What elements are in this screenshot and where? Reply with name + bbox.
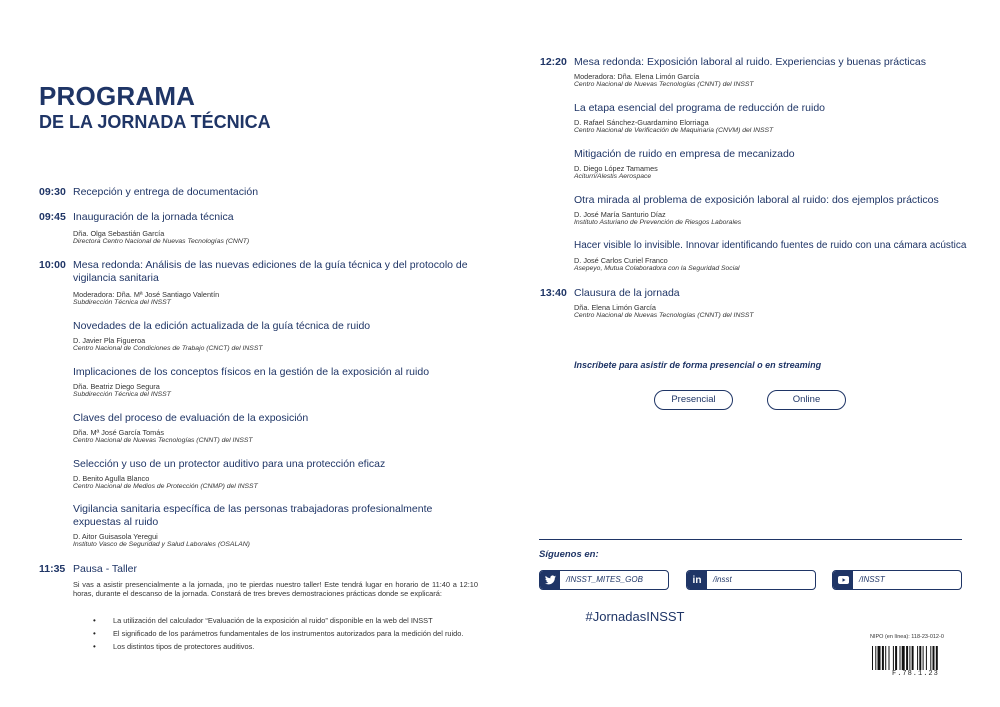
barcode-bar [902, 646, 905, 670]
speaker-org: Centro Nacional de Condiciones de Trabajo (CNCT) del INSST [73, 345, 263, 352]
barcode-bar [895, 646, 897, 670]
title-main: PROGRAMA [39, 81, 196, 111]
barcode-bar [912, 646, 914, 670]
registration-prompt: Inscríbete para asistir de forma presencial o en streaming [574, 360, 822, 370]
twitter-icon [540, 571, 560, 589]
speaker-name: Dña. Mª José García Tomás [73, 428, 164, 437]
item-heading: Pausa - Taller [73, 563, 138, 575]
barcode-bar [872, 646, 873, 670]
workshop-bullet: • El significado de los parámetros fundamentales de los instrumentos autorizados para la medición del ruido. [93, 629, 478, 638]
item-heading: Implicaciones de los conceptos físicos en la gestión de la exposición al ruido [73, 366, 430, 378]
register-in-person-button[interactable]: Presencial [654, 390, 733, 410]
item-time: 12:20 [540, 56, 567, 68]
speaker-org: Aciturri/Alestis Aerospace [574, 173, 652, 180]
barcode-bar [923, 646, 924, 670]
barcode-bar [885, 646, 886, 670]
schedule-left [39, 0, 479, 707]
schedule-right [540, 0, 970, 707]
hashtag-text: #JornadasINSST [585, 609, 685, 624]
speaker-org: Centro Nacional de Medios de Protección (CNMP) del INSST [73, 483, 258, 490]
item-heading: Inauguración de la jornada técnica [73, 211, 234, 223]
speaker-name: D. Javier Pla Figueroa [73, 336, 146, 345]
youtube-icon [833, 571, 853, 589]
barcode-bar [909, 646, 910, 670]
barcode-bar [917, 646, 918, 670]
speaker-name: Dña. Beatriz Diego Segura [73, 382, 160, 391]
barcode-bar [933, 646, 935, 670]
speaker-name: D. Benito Agulla Blanco [73, 474, 150, 483]
speaker-org: Directora Centro Nacional de Nuevas Tecnologías (CNNT) [73, 238, 250, 245]
speaker-name: Moderadora: Dña. Mª José Santiago Valentín [73, 290, 220, 299]
youtube-link[interactable] [832, 570, 962, 590]
speaker-org: Centro Nacional de Nuevas Tecnologías (CNNT) del INSST [574, 81, 754, 88]
register-online-button[interactable]: Online [767, 390, 846, 410]
speaker-name: Dña. Olga Sebastián García [73, 229, 165, 238]
speaker-name: Dña. Elena Limón García [574, 303, 656, 312]
speaker-org: Centro Nacional de Verificación de Maquinaria (CNVM) del INSST [574, 127, 774, 134]
twitter-handle: /INSST_MITES_GOB [566, 575, 643, 584]
speaker-name: Moderadora: Dña. Elena Limón García [574, 72, 700, 81]
speaker-org: Subdirección Técnica del INSST [73, 299, 171, 306]
speaker-name: D. José Carlos Curiel Franco [574, 256, 668, 265]
item-heading: Novedades de la edición actualizada de la guía técnica de ruido [73, 320, 371, 332]
follow-us-label: Síguenos en: [539, 549, 599, 560]
barcode-bar [919, 646, 921, 670]
twitter-link[interactable] [539, 570, 669, 590]
item-heading: Selección y uso de un protector auditivo para una protección eficaz [73, 458, 386, 470]
item-heading: Vigilancia sanitaria específica de las personas trabajadoras profesionalmente expuestas al ruido [73, 503, 433, 528]
barcode [872, 646, 958, 670]
speaker-org: Centro Nacional de Nuevas Tecnologías (CNNT) del INSST [574, 312, 754, 319]
speaker-name: D. Aitor Guisasola Yeregui [73, 532, 158, 541]
nipo-code: NIPO (en línea): 118-23-012-0 [870, 634, 944, 640]
linkedin-link[interactable] [686, 570, 816, 590]
barcode-bar [926, 646, 927, 670]
barcode-bar [900, 646, 901, 670]
speaker-name: D. Rafael Sánchez-Guardamino Elorriaga [574, 118, 709, 127]
item-time: 10:00 [39, 259, 66, 271]
barcode-bar [930, 646, 931, 670]
speaker-org: Centro Nacional de Nuevas Tecnologías (CNNT) del INSST [73, 437, 253, 444]
item-heading: Mesa redonda: Análisis de las nuevas ediciones de la guía técnica y del protocolo de vigilancia sanitaria [73, 259, 468, 284]
item-time: 09:30 [39, 186, 66, 198]
speaker-org: Subdirección Técnica del INSST [73, 391, 171, 398]
youtube-handle: /INSST [859, 575, 885, 584]
speaker-name: D. Diego López Tamames [574, 164, 658, 173]
linkedin-handle: /insst [713, 575, 732, 584]
item-time: 13:40 [540, 287, 567, 299]
barcode-bar [936, 646, 938, 670]
section-divider [539, 539, 962, 540]
item-heading: Mesa redonda: Exposición laboral al ruido. Experiencias y buenas prácticas [574, 56, 926, 68]
barcode-bar [889, 646, 890, 670]
workshop-description: Si vas a asistir presencialmente a la jornada, ¡no te pierdas nuestro taller! Este tendrá lugar en horario de 11:40 a 12:10 horas, durante el descanso de la jornada. Constará de tres breves demostraciones prácticas donde se explicará: [73, 580, 478, 599]
speaker-org: Asepeyo, Mutua Colaboradora con la Seguridad Social [574, 265, 740, 272]
workshop-bullet: • La utilización del calculador “Evaluación de la exposición al ruido” disponible en la web del INSST [93, 616, 478, 625]
title-sub: DE LA JORNADA TÉCNICA [39, 112, 271, 132]
item-heading: La etapa esencial del programa de reducción de ruido [574, 102, 826, 114]
item-heading: Otra mirada al problema de exposición laboral al ruido: dos ejemplos prácticos [574, 194, 939, 206]
barcode-number: F.78.1.23 [892, 670, 939, 678]
speaker-org: Instituto Vasco de Seguridad y Salud Laborales (OSALAN) [73, 541, 250, 548]
speaker-name: D. José María Santurio Díaz [574, 210, 666, 219]
item-heading: Mitigación de ruido en empresa de mecanizado [574, 148, 795, 160]
item-time: 09:45 [39, 211, 66, 223]
linkedin-icon: in [687, 571, 707, 589]
workshop-bullet: • Los distintos tipos de protectores auditivos. [93, 642, 478, 651]
barcode-bar [875, 646, 876, 670]
barcode-bar [882, 646, 884, 670]
barcode-bar [878, 646, 881, 670]
barcode-bar [893, 646, 894, 670]
item-heading: Clausura de la jornada [574, 287, 680, 299]
item-heading: Recepción y entrega de documentación [73, 186, 259, 198]
item-time: 11:35 [39, 563, 66, 575]
hashtag [0, 609, 1000, 624]
speaker-org: Instituto Asturiano de Prevención de Riesgos Laborales [574, 219, 742, 226]
barcode-bar [906, 646, 908, 670]
item-heading: Claves del proceso de evaluación de la exposición [73, 412, 309, 424]
item-heading: Hacer visible lo invisible. Innovar identificando fuentes de ruido con una cámara acústica [574, 240, 967, 251]
